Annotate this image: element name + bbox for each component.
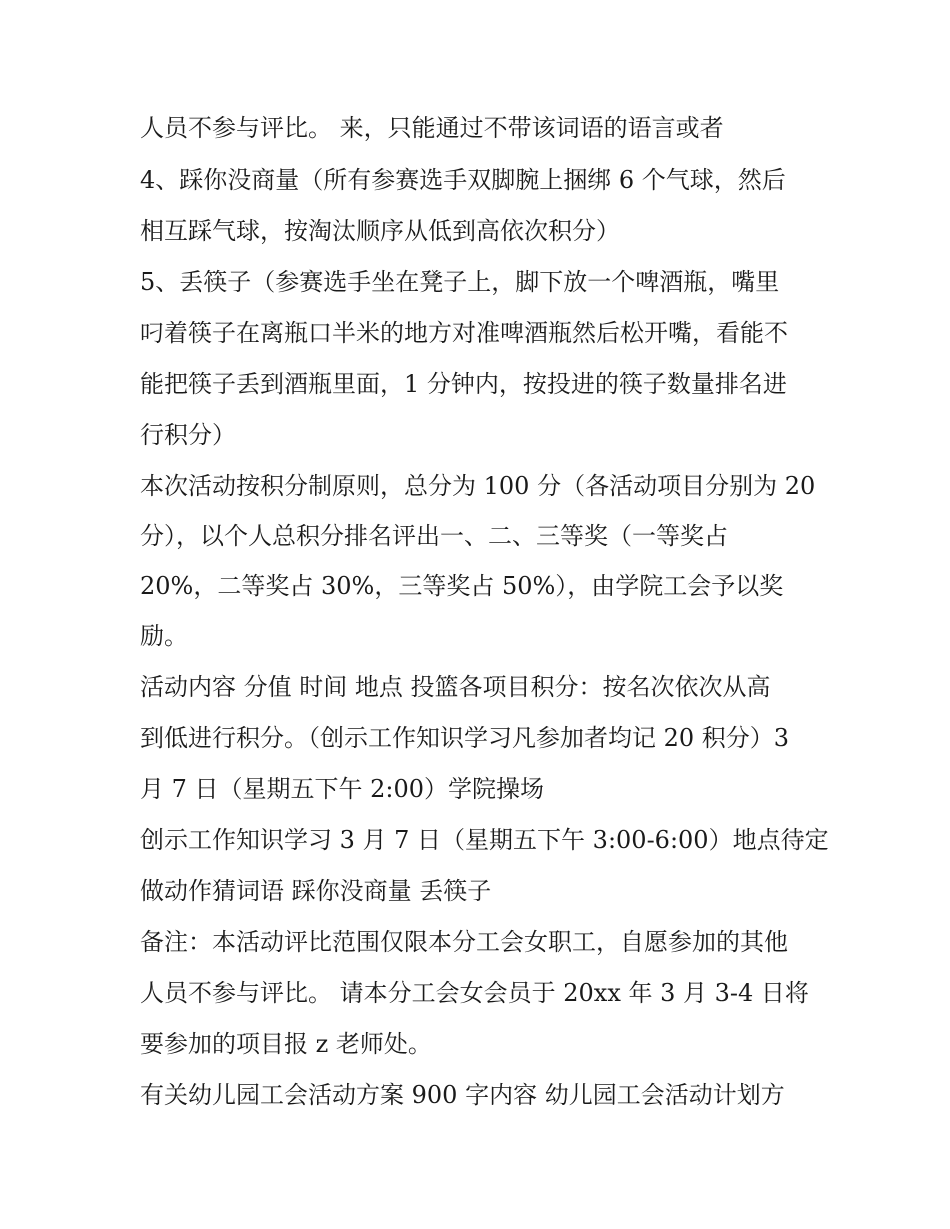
text-line: 做动作猜词语 踩你没商量 丢筷子 <box>140 877 492 905</box>
text-line: 4、踩你没商量（所有参赛选手双脚腕上捆绑 6 个气球，然后 <box>140 166 786 194</box>
text-line: 分），以个人总积分排名评出一、二、三等奖（一等奖占 <box>140 522 728 550</box>
text-line: 5、丢筷子（参赛选手坐在凳子上，脚下放一个啤酒瓶，嘴里 <box>140 268 780 296</box>
text-line: 能把筷子丢到酒瓶里面，1 分钟内，按投进的筷子数量排名进 <box>140 370 787 398</box>
text-line: 本次活动按积分制原则，总分为 100 分（各活动项目分别为 20 <box>140 472 816 500</box>
text-line: 相互踩气球，按淘汰顺序从低到高依次积分） <box>140 217 620 245</box>
text-line: 有关幼儿园工会活动方案 900 字内容 幼儿园工会活动计划方 <box>140 1081 785 1109</box>
text-line: 人员不参与评比。 请本分工会女会员于 20xx 年 3 月 3-4 日将 <box>140 979 809 1007</box>
text-line: 创示工作知识学习 3 月 7 日（星期五下午 3:00-6:00）地点待定 <box>140 826 829 854</box>
text-line: 行积分） <box>140 421 236 449</box>
text-line: 活动内容 分值 时间 地点 投篮各项目积分：按名次依次从高 <box>140 673 771 701</box>
text-line: 到低进行积分。（创示工作知识学习凡参加者均记 20 积分）3 <box>140 724 790 752</box>
text-line: 月 7 日（星期五下午 2:00）学院操场 <box>140 775 545 803</box>
text-line: 20%，二等奖占 30%，三等奖占 50%），由学院工会予以奖 <box>140 572 784 600</box>
text-line: 人员不参与评比。 来，只能通过不带该词语的语言或者 <box>140 114 724 142</box>
text-line: 备注：本活动评比范围仅限本分工会女职工，自愿参加的其他 <box>140 928 788 956</box>
text-line: 叼着筷子在离瓶口半米的地方对准啤酒瓶然后松开嘴，看能不 <box>140 319 788 347</box>
text-line: 励。 <box>140 622 188 650</box>
text-line: 要参加的项目报 z 老师处。 <box>140 1030 432 1058</box>
